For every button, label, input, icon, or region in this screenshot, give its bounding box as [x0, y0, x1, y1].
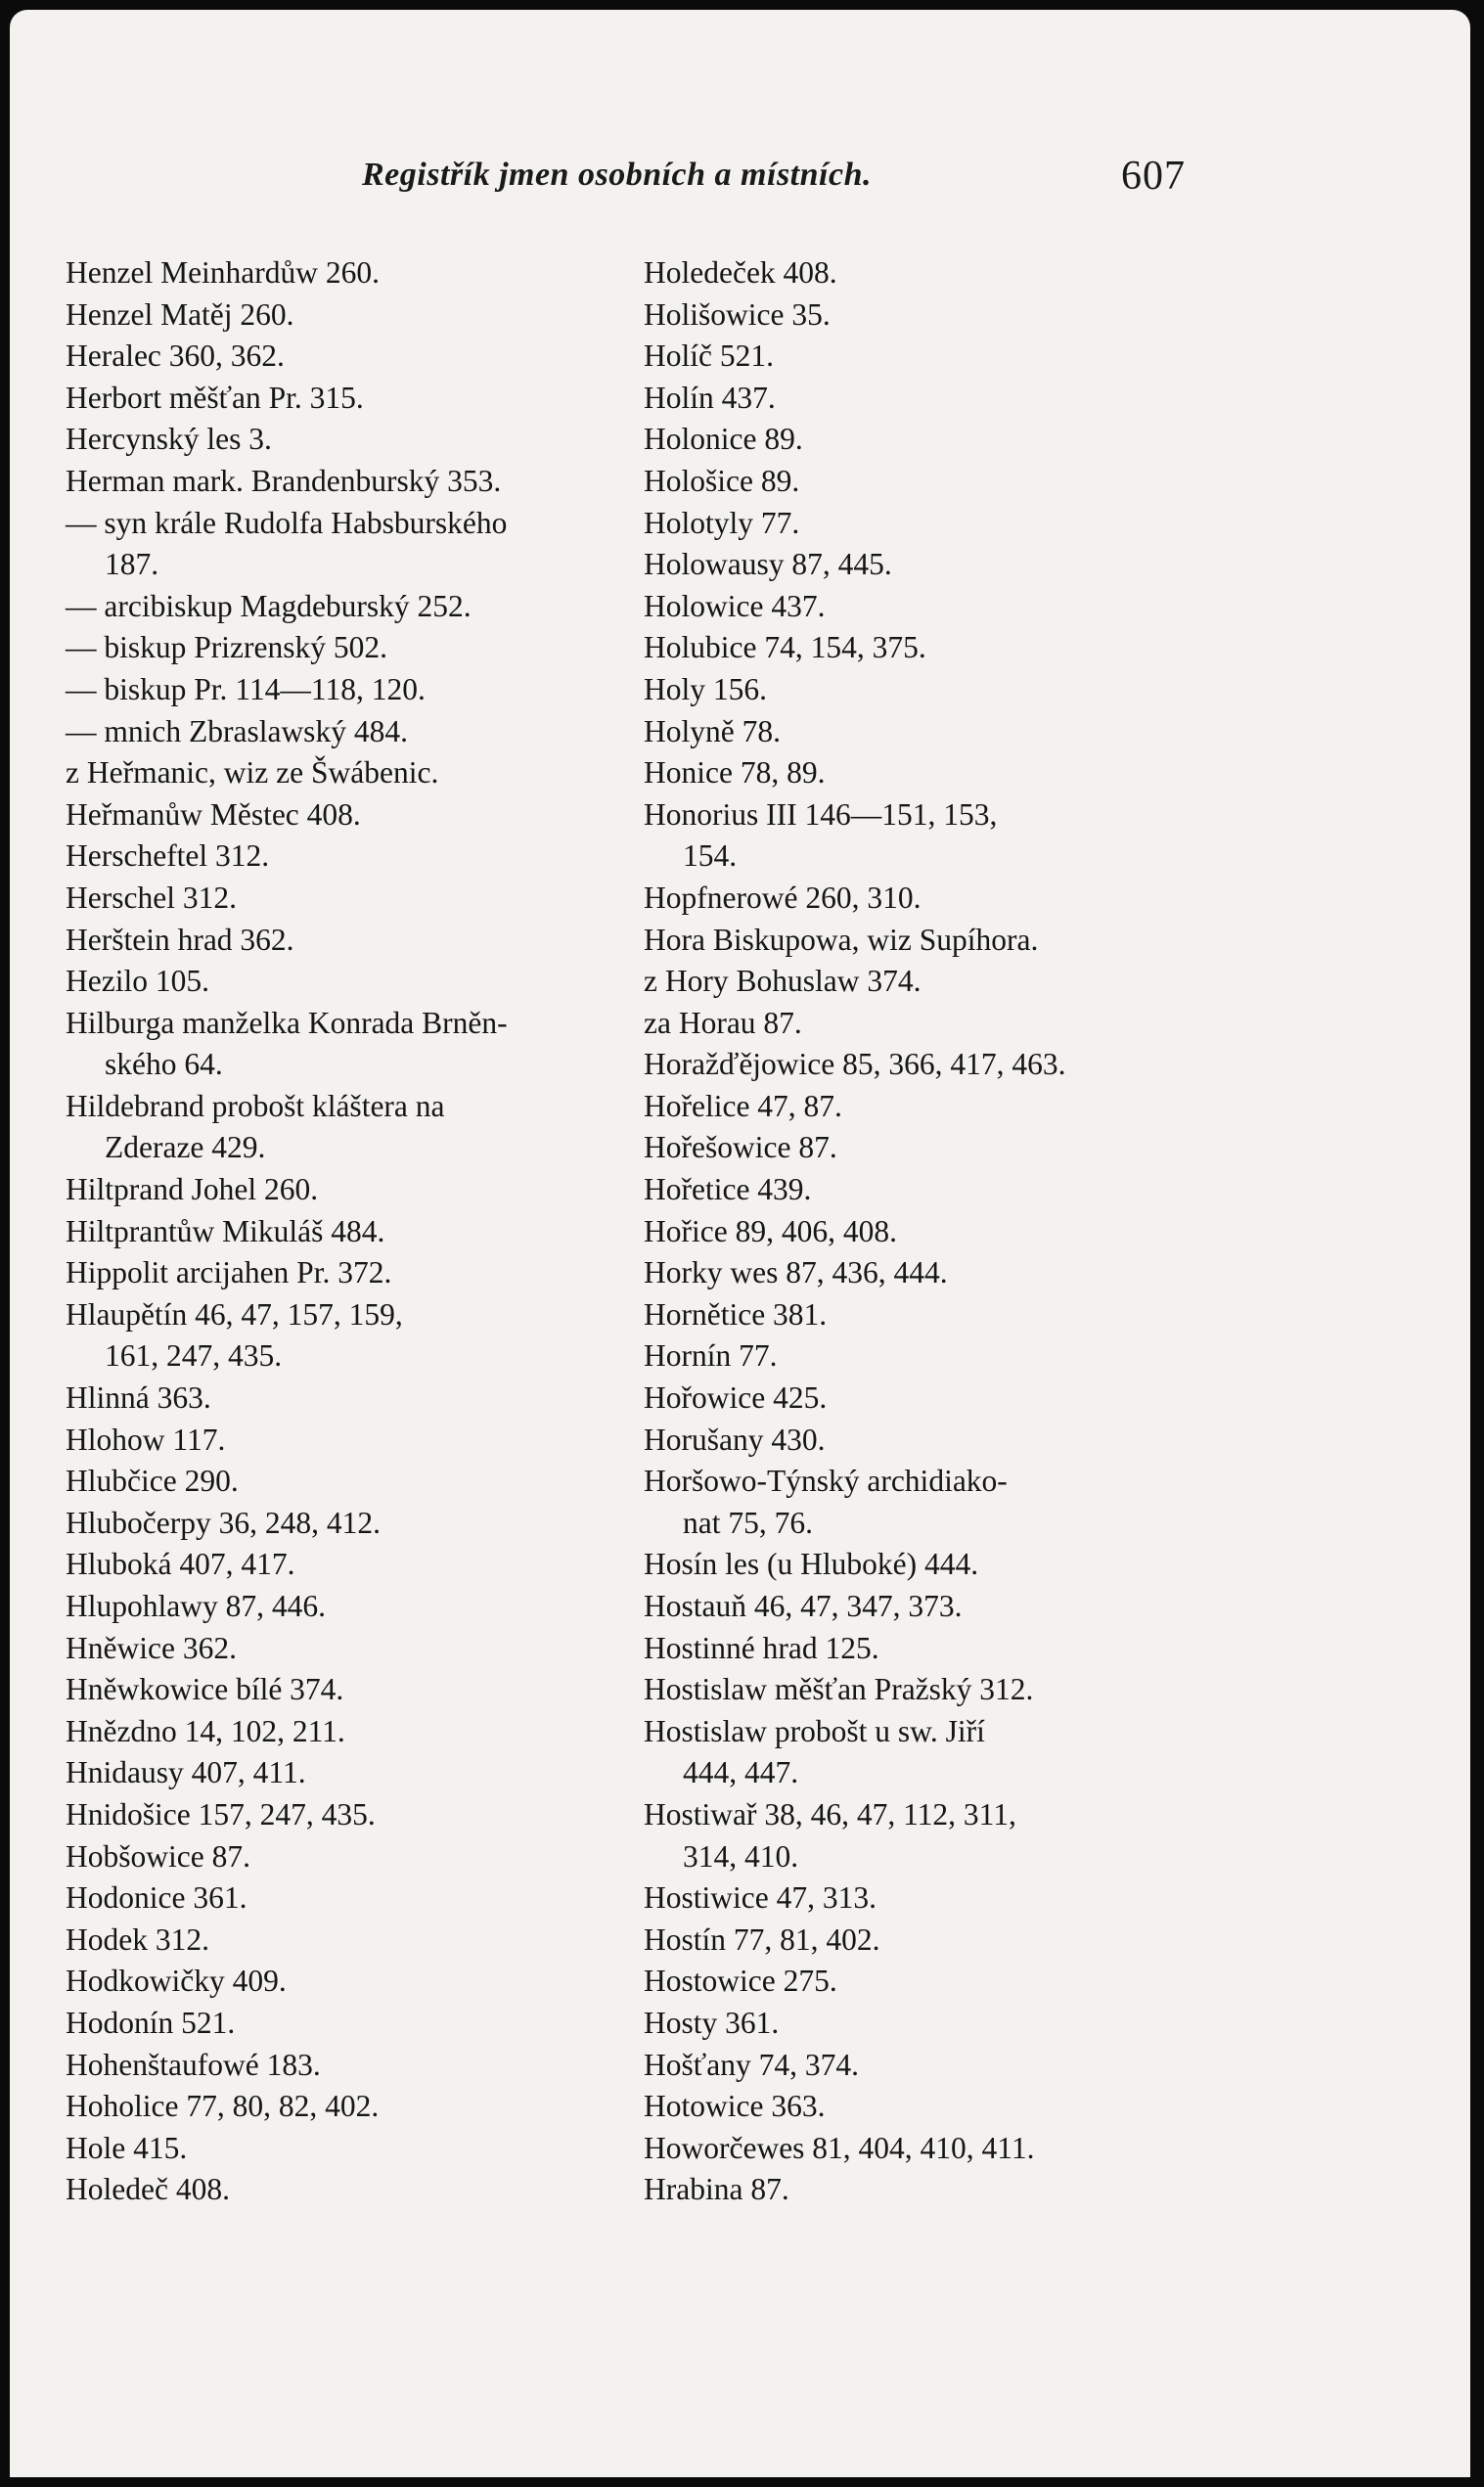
- index-entry: Holy 156.: [644, 671, 767, 706]
- index-entry: 187.: [105, 547, 159, 582]
- index-entry: Henzel Meinhardůw 260.: [66, 255, 381, 290]
- index-entry: Hostinné hrad 125.: [644, 1630, 879, 1665]
- index-entry: Hlupohlawy 87, 446.: [66, 1589, 326, 1623]
- index-entry: 314, 410.: [683, 1838, 799, 1874]
- index-entry: Hlubčice 290.: [66, 1464, 239, 1499]
- index-entry: Horšowo-Týnský archidiako-: [644, 1464, 1008, 1499]
- index-entry: Hlubočerpy 36, 248, 412.: [66, 1505, 381, 1540]
- index-entry: Holubice 74, 154, 375.: [644, 630, 926, 665]
- index-entry: Hole 415.: [66, 2130, 188, 2165]
- index-entry: Hiltprantůw Mikuláš 484.: [66, 1213, 385, 1248]
- index-entry: Heralec 360, 362.: [66, 339, 285, 374]
- index-entry: Holíč 521.: [644, 339, 774, 374]
- index-entry: Hostín 77, 81, 402.: [644, 1922, 880, 1957]
- index-entry: Hosty 361.: [644, 2005, 780, 2040]
- index-entry: za Horau 87.: [644, 1005, 802, 1040]
- index-entry: Heřmanůw Městec 408.: [66, 796, 361, 832]
- index-entry: Hora Biskupowa, wiz Supíhora.: [644, 922, 1039, 957]
- index-entry: Hořowice 425.: [644, 1380, 828, 1416]
- index-entry: Hořešowice 87.: [644, 1130, 837, 1165]
- index-entry: — mnich Zbraslawský 484.: [66, 713, 408, 748]
- index-entry: z Hory Bohuslaw 374.: [644, 964, 922, 999]
- index-entry: Herbort měšťan Pr. 315.: [66, 380, 364, 415]
- index-entry: — biskup Pr. 114—118, 120.: [66, 671, 426, 706]
- index-entry: Hněwice 362.: [66, 1630, 237, 1665]
- index-entry: Hošťany 74, 374.: [644, 2047, 859, 2082]
- index-entry: Hluboká 407, 417.: [66, 1547, 295, 1582]
- index-entry: ského 64.: [105, 1047, 223, 1082]
- document-page: [10, 10, 1470, 2477]
- index-entry: Hološice 89.: [644, 463, 800, 498]
- index-entry: Hilburga manželka Konrada Brněn-: [66, 1005, 508, 1040]
- index-entry: Holotyly 77.: [644, 505, 800, 540]
- index-entry: Hoholice 77, 80, 82, 402.: [66, 2089, 380, 2124]
- index-entry: Hostiwař 38, 46, 47, 112, 311,: [644, 1796, 1016, 1831]
- index-entry: Hostauň 46, 47, 347, 373.: [644, 1589, 963, 1623]
- index-entry: Henzel Matěj 260.: [66, 296, 294, 332]
- index-entry: Holedeček 408.: [644, 255, 837, 290]
- index-column-left: [66, 252, 613, 2211]
- index-entry: Herštein hrad 362.: [66, 922, 294, 957]
- index-entry: Hlohow 117.: [66, 1422, 226, 1457]
- index-entry: Hohenštaufowé 183.: [66, 2047, 321, 2082]
- page-number: 607: [1121, 154, 1186, 199]
- index-entry: Hodonice 361.: [66, 1880, 247, 1916]
- index-entry: Hodek 312.: [66, 1922, 209, 1957]
- index-entry: Hotowice 363.: [644, 2089, 826, 2124]
- index-entry: Hezilo 105.: [66, 964, 209, 999]
- index-entry: 154.: [683, 838, 738, 874]
- index-entry: Honice 78, 89.: [644, 755, 826, 791]
- index-entry: Hostislaw měšťan Pražský 312.: [644, 1672, 1034, 1707]
- index-entry: Zderaze 429.: [105, 1130, 266, 1165]
- index-entry: Hildebrand probošt kláštera na: [66, 1088, 445, 1123]
- index-entry: Hořetice 439.: [644, 1172, 812, 1207]
- page-header: [10, 154, 1470, 215]
- index-entry: Hostislaw probošt u sw. Jiří: [644, 1713, 985, 1748]
- index-entry: Hercynský les 3.: [66, 422, 272, 457]
- index-entry: Holowausy 87, 445.: [644, 547, 892, 582]
- index-entry: Hlinná 363.: [66, 1380, 211, 1416]
- running-title: Registřík jmen osobních a místních.: [362, 157, 872, 193]
- index-entry: Horažďějowice 85, 366, 417, 463.: [644, 1047, 1066, 1082]
- index-entry: — arcibiskup Magdeburský 252.: [66, 588, 472, 623]
- index-entry: Herschel 312.: [66, 880, 237, 915]
- index-entry: Hobšowice 87.: [66, 1838, 250, 1874]
- index-entry: Hodkowičky 409.: [66, 1964, 287, 1999]
- index-entry: Hornětice 381.: [644, 1296, 828, 1332]
- index-entry: Hornín 77.: [644, 1338, 778, 1374]
- index-entry: Hnidošice 157, 247, 435.: [66, 1796, 376, 1831]
- index-entry: Hosín les (u Hluboké) 444.: [644, 1547, 979, 1582]
- index-entry: 444, 447.: [683, 1755, 799, 1790]
- index-entry: Hnidausy 407, 411.: [66, 1755, 306, 1790]
- index-entry: Herman mark. Brandenburský 353.: [66, 463, 502, 498]
- index-entry: nat 75, 76.: [683, 1505, 813, 1540]
- index-entry: Hlaupětín 46, 47, 157, 159,: [66, 1296, 403, 1332]
- index-entry: Hiltprand Johel 260.: [66, 1172, 319, 1207]
- index-entry: Hippolit arcijahen Pr. 372.: [66, 1255, 392, 1290]
- index-entry: Hrabina 87.: [644, 2172, 789, 2207]
- index-entry: Honorius III 146—151, 153,: [644, 796, 998, 832]
- index-entry: Hněwkowice bílé 374.: [66, 1672, 344, 1707]
- index-entry: Holyně 78.: [644, 713, 781, 748]
- index-entry: Hořice 89, 406, 408.: [644, 1213, 897, 1248]
- index-entry: — biskup Prizrenský 502.: [66, 630, 387, 665]
- index-entry: Holín 437.: [644, 380, 776, 415]
- index-entry: Holedeč 408.: [66, 2172, 230, 2207]
- index-entry: Herscheftel 312.: [66, 838, 270, 874]
- index-entry: — syn krále Rudolfa Habsburského: [66, 505, 508, 540]
- index-entry: z Heřmanic, wiz ze Šwábenic.: [66, 755, 439, 791]
- index-entry: Horušany 430.: [644, 1422, 826, 1457]
- index-entry: Holišowice 35.: [644, 296, 831, 332]
- index-entry: 161, 247, 435.: [105, 1338, 283, 1374]
- index-entry: Howorčewes 81, 404, 410, 411.: [644, 2130, 1035, 2165]
- index-entry: Hopfnerowé 260, 310.: [644, 880, 922, 915]
- index-entry: Hnězdno 14, 102, 211.: [66, 1713, 345, 1748]
- index-entry: Holonice 89.: [644, 422, 803, 457]
- index-entry: Hostiwice 47, 313.: [644, 1880, 877, 1916]
- index-entry: Hodonín 521.: [66, 2005, 236, 2040]
- index-entry: Hořelice 47, 87.: [644, 1088, 842, 1123]
- index-column-right: [644, 252, 1211, 2211]
- index-entry: Holowice 437.: [644, 588, 826, 623]
- index-entry: Hostowice 275.: [644, 1964, 837, 1999]
- index-entry: Horky wes 87, 436, 444.: [644, 1255, 948, 1290]
